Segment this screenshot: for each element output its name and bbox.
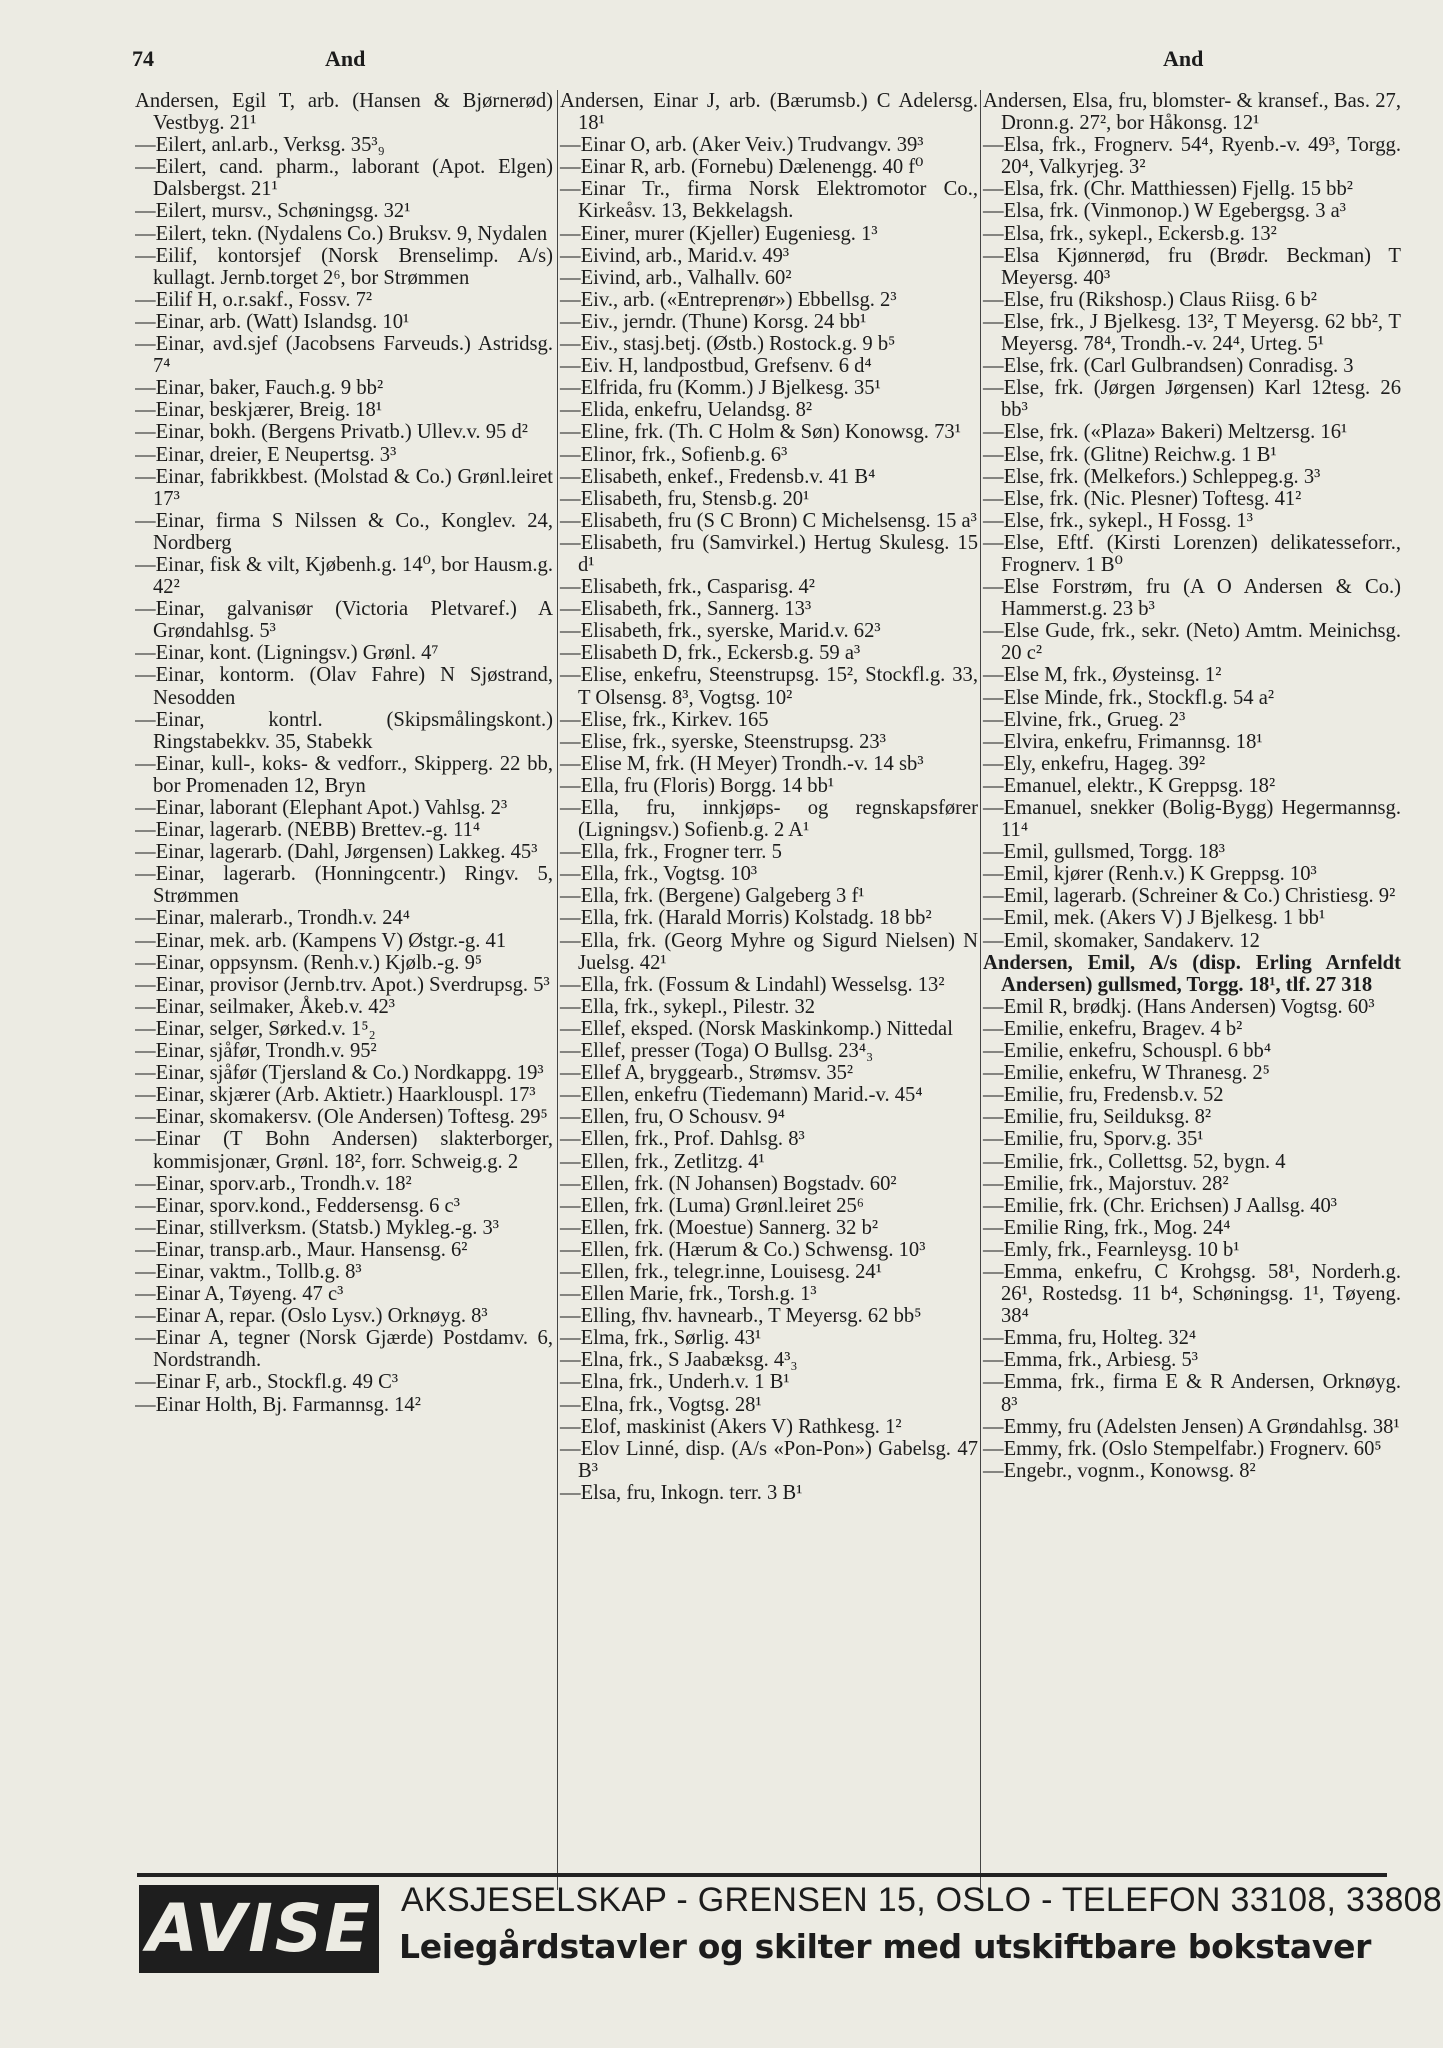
directory-entry: —Elisabeth, frk., Casparisg. 4² (560, 576, 815, 599)
directory-entry: —Emilie, enkefru, Schouspl. 6 bb⁴ (983, 1040, 1272, 1063)
advertisement-address-line: AKSJESELSKAP - GRENSEN 15, OSLO - TELEFON 33108, 33808 (401, 1881, 1443, 1919)
directory-entry: —Emanuel, snekker (Bolig-Bygg) Hegermannsg. 11⁴ (983, 797, 1401, 842)
directory-entry: —Einar, provisor (Jernb.trv. Apot.) Sverdrupsg. 5³ (135, 973, 550, 996)
directory-entry: —Eilert, anl.arb., Verksg. 35³₉ (135, 134, 385, 157)
directory-entry: —Elvine, frk., Grueg. 2³ (983, 708, 1186, 731)
directory-entry: —Eilif H, o.r.sakf., Fossv. 7² (135, 288, 373, 311)
directory-entry: —Elsa, frk., sykepl., Eckersb.g. 13² (983, 222, 1277, 245)
directory-entry: —Elfrida, fru (Komm.) J Bjelkesg. 35¹ (560, 377, 881, 400)
directory-entry: —Elisabeth, fru, Stensb.g. 20¹ (560, 487, 810, 510)
directory-entry: —Emilie, fru, Sporv.g. 35¹ (983, 1128, 1204, 1151)
directory-entry: —Elisabeth, fru (S C Bronn) C Michelsensg. 15 a³ (560, 509, 977, 532)
directory-entry: —Ellen, frk. (Moestue) Sannerg. 32 b² (560, 1216, 879, 1239)
directory-entry: —Einar, beskjærer, Breig. 18¹ (135, 399, 383, 422)
directory-entry: —Elisabeth, frk., syerske, Marid.v. 62³ (560, 620, 881, 643)
directory-entry: —Einar, lagerarb. (NEBB) Brettev.-g. 11⁴ (135, 819, 481, 842)
advertisement (137, 1873, 1443, 1978)
directory-entry: —Elna, frk., Underh.v. 1 B¹ (560, 1371, 790, 1394)
directory-entry: —Einar, skjærer (Arb. Aktietr.) Haarklouspl. 17³ (135, 1084, 536, 1107)
directory-entry: —Emilie, frk. (Chr. Erichsen) J Aallsg. 40³ (983, 1194, 1337, 1217)
directory-entry: —Einar, galvanisør (Victoria Pletvaref.) A Grøndahlsg. 5³ (135, 598, 553, 643)
directory-entry: —Ellen, enkefru (Tiedemann) Marid.-v. 45⁴ (560, 1084, 923, 1107)
directory-entry: —Einar O, arb. (Aker Veiv.) Trudvangv. 39³ (560, 134, 924, 157)
directory-entry: —Einar, kontrl. (Skipsmålingskont.) Ringstabekkv. 35, Stabekk (135, 708, 553, 753)
directory-entry: —Einar A, repar. (Oslo Lysv.) Orknøyg. 8³ (135, 1305, 488, 1328)
directory-entry: —Emilie, enkefru, Bragev. 4 b² (983, 1017, 1243, 1040)
directory-entry: —Else, frk. (Nic. Plesner) Toftesg. 41² (983, 487, 1302, 510)
directory-entry: —Elna, frk., Vogtsg. 28¹ (560, 1393, 762, 1416)
directory-entry: —Eilif, kontorsjef (Norsk Brenselimp. A/s) kullagt. Jernb.torget 2⁶, bor Strømmen (135, 244, 553, 289)
directory-entry: —Emilie, enkefru, W Thranesg. 2⁵ (983, 1062, 1270, 1085)
directory-entry: —Eiv., jerndr. (Thune) Korsg. 24 bb¹ (560, 310, 867, 333)
directory-entry: —Elsa, frk. (Vinmonop.) W Egebergsg. 3 a³ (983, 200, 1346, 223)
directory-entry: —Emmy, frk. (Oslo Stempelfabr.) Frognerv. 60⁵ (983, 1437, 1382, 1460)
directory-entry: —Else, frk. (Melkefors.) Schleppeg.g. 3³ (983, 465, 1321, 488)
directory-entry: —Elsa, fru, Inkogn. terr. 3 B¹ (560, 1481, 803, 1504)
directory-entry: —Emly, frk., Fearnleysg. 10 b¹ (983, 1238, 1240, 1261)
directory-entry: —Ella, frk., sykepl., Pilestr. 32 (560, 995, 816, 1018)
directory-entry: —Elinor, frk., Sofienb.g. 6³ (560, 443, 788, 466)
directory-entry: —Ella, fru, innkjøps- og regnskapsfører (Ligningsv.) Sofienb.g. 2 A¹ (560, 797, 978, 842)
directory-entry: —Eiv., stasj.betj. (Østb.) Rostock.g. 9 b⁵ (560, 333, 896, 356)
directory-entry: —Eiv., arb. («Entreprenør») Ebbellsg. 2³ (560, 288, 897, 311)
directory-entry: —Ella, frk. (Harald Morris) Kolstadg. 18 bb² (560, 907, 932, 930)
directory-entry: —Emil R, brødkj. (Hans Andersen) Vogtsg. 60³ (983, 995, 1375, 1018)
directory-entry: —Ella, frk., Frogner terr. 5 (560, 841, 782, 864)
directory-entry: —Einer, murer (Kjeller) Eugeniesg. 1³ (560, 222, 878, 245)
directory-entry: —Einar, fabrikkbest. (Molstad & Co.) Grønl.leiret 17³ (135, 465, 553, 510)
directory-entry: —Elsa, frk., Frognerv. 54⁴, Ryenb.-v. 49³, Torgg. 20⁴, Valkyrjeg. 3² (983, 134, 1401, 179)
directory-entry: Andersen, Einar J, arb. (Bærumsb.) C Adelersg. 18¹ (560, 90, 978, 135)
directory-entry: —Elling, fhv. havnearb., T Meyersg. 62 bb⁵ (560, 1305, 922, 1328)
directory-entry: —Einar, lagerarb. (Honningcentr.) Ringv. 5, Strømmen (135, 863, 553, 908)
directory-entry: —Einar, transp.arb., Maur. Hansensg. 6² (135, 1238, 468, 1261)
directory-entry: —Ella, frk., Vogtsg. 10³ (560, 863, 758, 886)
directory-entry: —Eiv. H, landpostbud, Grefsenv. 6 d⁴ (560, 355, 872, 378)
directory-entry: —Eilert, cand. pharm., laborant (Apot. Elgen) Dalsbergst. 21¹ (135, 156, 553, 201)
directory-entry: —Emil, gullsmed, Torgg. 18³ (983, 841, 1225, 864)
directory-entry: —Elisabeth D, frk., Eckersb.g. 59 a³ (560, 642, 861, 665)
directory-entry: —Einar A, Tøyeng. 47 c³ (135, 1283, 344, 1306)
directory-entry: —Else, fru (Rikshosp.) Claus Riisg. 6 b² (983, 288, 1317, 311)
directory-entry: —Einar, avd.sjef (Jacobsens Farveuds.) Astridsg. 7⁴ (135, 333, 553, 378)
directory-entry: —Elisabeth, enkef., Fredensb.v. 41 B⁴ (560, 465, 876, 488)
directory-column-3 (980, 90, 1401, 1890)
directory-entry: —Else, frk. (Glitne) Reichw.g. 1 B¹ (983, 443, 1277, 466)
directory-entry: —Emma, fru, Holteg. 32⁴ (983, 1327, 1197, 1350)
directory-entry: —Elise, enkefru, Steenstrupsg. 15², Stockfl.g. 33, T Olsensg. 8³, Vogtsg. 10² (560, 664, 978, 709)
directory-entry: —Ellen, frk. (Hærum & Co.) Schwensg. 10³ (560, 1238, 926, 1261)
directory-entry: —Einar, arb. (Watt) Islandsg. 10¹ (135, 310, 410, 333)
directory-entry: —Einar, kull-, koks- & vedforr., Skipperg. 22 bb, bor Promenaden 12, Bryn (135, 752, 553, 797)
directory-entry: Andersen, Egil T, arb. (Hansen & Bjørnerød) Vestbyg. 21¹ (135, 90, 553, 135)
directory-entry: —Einar, selger, Sørked.v. 1⁵₂ (135, 1017, 376, 1040)
directory-entry: —Ella, frk. (Fossum & Lindahl) Wesselsg. 13² (560, 973, 945, 996)
directory-entry: —Ellef, presser (Toga) O Bullsg. 23⁴₃ (560, 1040, 874, 1063)
directory-entry: —Else, frk. (Jørgen Jørgensen) Karl 12tesg. 26 bb³ (983, 377, 1401, 422)
directory-entry: —Einar, oppsynsm. (Renh.v.) Kjølb.-g. 9⁵ (135, 951, 483, 974)
directory-entry: —Emil, mek. (Akers V) J Bjelkesg. 1 bb¹ (983, 907, 1326, 930)
directory-entry: —Ella, frk. (Georg Myhre og Sigurd Nielsen) N Juelsg. 42¹ (560, 929, 978, 974)
directory-entry: —Elise M, frk. (H Meyer) Trondh.-v. 14 sb³ (560, 752, 924, 775)
directory-entry: —Einar, skomakersv. (Ole Andersen) Toftesg. 29⁵ (135, 1106, 548, 1129)
directory-entry: —Emma, enkefru, C Krohgsg. 58¹, Norderh.g. 26¹, Rostedsg. 11 b⁴, Schøningsg. 1¹, Tøyeng. 38⁴ (983, 1260, 1401, 1328)
directory-entry: —Emanuel, elektr., K Greppsg. 18² (983, 774, 1276, 797)
directory-entry: —Else, frk., J Bjelkesg. 13², T Meyersg. 62 bb², T Meyersg. 78⁴, Trondh.-v. 24⁴, Urteg. 5¹ (983, 310, 1401, 356)
directory-entry: —Else Gude, frk., sekr. (Neto) Amtm. Meinichsg. 20 c² (983, 620, 1401, 665)
directory-entry: —Emilie, fru, Fredensb.v. 52 (983, 1084, 1224, 1107)
directory-entry: —Elise, frk., Kirkev. 165 (560, 708, 769, 731)
directory-entry: —Eilert, mursv., Schøningsg. 32¹ (135, 200, 411, 223)
directory-entry: —Emil, kjører (Renh.v.) K Greppsg. 10³ (983, 863, 1317, 886)
directory-entry: —Eline, frk. (Th. C Holm & Søn) Konowsg. 73¹ (560, 421, 961, 444)
directory-entry: —Elof, maskinist (Akers V) Rathkesg. 1² (560, 1415, 902, 1438)
directory-entry: —Emilie, fru, Seilduksg. 8² (983, 1106, 1212, 1129)
directory-entry: —Einar Holth, Bj. Farmannsg. 14² (135, 1393, 421, 1416)
directory-entry: —Einar A, tegner (Norsk Gjærde) Postdamv. 6, Nordstrandh. (135, 1327, 553, 1372)
directory-entry: —Einar, dreier, E Neupertsg. 3³ (135, 443, 397, 466)
directory-entry: —Elna, frk., S Jaabæksg. 4³₃ (560, 1349, 798, 1372)
directory-entry: —Emma, frk., Arbiesg. 5³ (983, 1349, 1198, 1372)
directory-entry: —Ellen, frk. (N Johansen) Bogstadv. 60² (560, 1172, 897, 1195)
directory-entry: —Elise, frk., syerske, Steenstrupsg. 23³ (560, 730, 886, 753)
directory-entry: —Eivind, arb., Valhallv. 60² (560, 266, 792, 289)
directory-entry: —Einar, malerarb., Trondh.v. 24⁴ (135, 907, 410, 930)
directory-entry: —Emma, frk., firma E & R Andersen, Orknøyg. 8³ (983, 1371, 1401, 1416)
directory-entry: —Elisabeth, fru (Samvirkel.) Hertug Skulesg. 15 d¹ (560, 531, 978, 576)
directory-entry: —Einar, kontorm. (Olav Fahre) N Sjøstrand, Nesodden (135, 664, 553, 709)
directory-entry: —Ella, fru (Floris) Borgg. 14 bb¹ (560, 774, 835, 797)
directory-entry: —Else, frk. («Plaza» Bakeri) Meltzersg. 16¹ (983, 421, 1348, 444)
directory-entry: —Else, frk., sykepl., H Fossg. 1³ (983, 509, 1253, 532)
directory-entry: —Eilert, tekn. (Nydalens Co.) Bruksv. 9, Nydalen (135, 222, 548, 245)
directory-entry: —Einar, kont. (Ligningsv.) Grønl. 4⁷ (135, 642, 439, 665)
directory-entry: —Else Forstrøm, fru (A O Andersen & Co.) Hammerst.g. 23 b³ (983, 576, 1401, 621)
directory-entry: —Eivind, arb., Marid.v. 49³ (560, 244, 790, 267)
directory-entry: —Einar Tr., firma Norsk Elektromotor Co., Kirkeåsv. 13, Bekkelagsh. (560, 178, 978, 223)
page-header (0, 46, 1443, 76)
directory-entry: —Elov Linné, disp. (A/s «Pon-Pon») Gabelsg. 47 B³ (560, 1437, 978, 1482)
directory-entry: —Else Minde, frk., Stockfl.g. 54 a² (983, 686, 1275, 709)
directory-entry: —Ellef A, bryggearb., Strømsv. 35² (560, 1062, 854, 1085)
directory-entry: —Ellen, fru, O Schousv. 9⁴ (560, 1106, 785, 1129)
directory-entry: —Elsa, frk. (Chr. Matthiessen) Fjellg. 15 bb² (983, 178, 1353, 201)
running-head-left: And (325, 46, 366, 71)
directory-entry: —Emilie, frk., Majorstuv. 28² (983, 1172, 1229, 1195)
directory-entry: —Ellen, frk., Zetlitzg. 4¹ (560, 1150, 765, 1173)
directory-entry: —Elsa Kjønnerød, fru (Brødr. Beckman) T Meyersg. 40³ (983, 244, 1401, 289)
directory-entry: —Emmy, fru (Adelsten Jensen) A Grøndahlsg. 38¹ (983, 1415, 1400, 1438)
directory-entry: —Einar, sjåfør (Tjersland & Co.) Nordkappg. 19³ (135, 1062, 544, 1085)
directory-entry: —Ellen Marie, frk., Torsh.g. 1³ (560, 1283, 817, 1306)
directory-entry: —Elma, frk., Sørlig. 43¹ (560, 1327, 762, 1350)
directory-entry: —Emilie, frk., Collettsg. 52, bygn. 4 (983, 1150, 1286, 1173)
advertisement-tagline: Leiegårdstavler og skilter med utskiftbare bokstaver (399, 1927, 1372, 1966)
directory-entry: Andersen, Emil, A/s (disp. Erling Arnfeldt Andersen) gullsmed, Torgg. 18¹, tlf. 27 318 (983, 951, 1401, 996)
directory-entry: —Einar, firma S Nilssen & Co., Konglev. 24, Nordberg (135, 509, 553, 554)
directory-entry: Andersen, Elsa, fru, blomster- & kransef., Bas. 27, Dronn.g. 27², bor Håkonsg. 12¹ (983, 90, 1401, 135)
directory-entry: —Einar, bokh. (Bergens Privatb.) Ullev.v. 95 d² (135, 421, 528, 444)
directory-entry: —Einar, seilmaker, Åkeb.v. 42³ (135, 995, 395, 1018)
directory-entry: —Einar, stillverksm. (Statsb.) Mykleg.-g. 3³ (135, 1216, 499, 1239)
directory-entry: —Einar, sporv.arb., Trondh.v. 18² (135, 1172, 412, 1195)
directory-entry: —Einar, fisk & vilt, Kjøbenh.g. 14⁰, bor Hausm.g. 42² (135, 553, 553, 599)
directory-entry: —Engebr., vognm., Konowsg. 8² (983, 1459, 1256, 1482)
directory-entry: —Emilie Ring, frk., Mog. 24⁴ (983, 1216, 1231, 1239)
directory-entry: —Else, Eftf. (Kirsti Lorenzen) delikatesseforr., Frognerv. 1 B⁰ (983, 531, 1401, 576)
directory-column-2 (557, 90, 978, 1890)
directory-entry: —Einar, sporv.kond., Feddersensg. 6 c³ (135, 1194, 460, 1217)
directory-entry: —Einar, vaktm., Tollb.g. 8³ (135, 1260, 362, 1283)
directory-entry: —Einar, lagerarb. (Dahl, Jørgensen) Lakkeg. 45³ (135, 841, 538, 864)
directory-entry: —Ellen, frk., Prof. Dahlsg. 8³ (560, 1128, 805, 1151)
directory-entry: —Ella, frk. (Bergene) Galgeberg 3 f¹ (560, 885, 865, 908)
directory-entry: —Einar, baker, Fauch.g. 9 bb² (135, 377, 384, 400)
directory-entry: —Elida, enkefru, Uelandsg. 8² (560, 399, 813, 422)
advertisement-logo: AVISE (139, 1885, 379, 1973)
directory-entry: —Else M, frk., Øysteinsg. 1² (983, 664, 1222, 687)
directory-entry: —Ellef, eksped. (Norsk Maskinkomp.) Nittedal (560, 1017, 953, 1040)
directory-entry: —Einar (T Bohn Andersen) slakterborger, kommisjonær, Grønl. 18², forr. Schweig.g. 2 (135, 1128, 553, 1173)
directory-entry: —Ely, enkefru, Hageg. 39² (983, 752, 1206, 775)
running-head-right: And (1163, 46, 1204, 71)
directory-entry: —Einar, sjåfør, Trondh.v. 95² (135, 1040, 377, 1063)
directory-entry: —Einar F, arb., Stockfl.g. 49 C³ (135, 1371, 399, 1394)
directory-entry: —Emil, skomaker, Sandakerv. 12 (983, 929, 1260, 952)
directory-entry: —Elisabeth, frk., Sannerg. 13³ (560, 598, 812, 621)
directory-entry: —Einar, laborant (Elephant Apot.) Vahlsg. 2³ (135, 797, 508, 819)
directory-entry: —Elvira, enkefru, Frimannsg. 18¹ (983, 730, 1263, 753)
directory-entry: —Einar R, arb. (Fornebu) Dælenengg. 40 f⁰ (560, 156, 924, 179)
directory-entry: —Einar, mek. arb. (Kampens V) Østgr.-g. 41 (135, 929, 507, 952)
directory-entry: —Ellen, frk. (Luma) Grønl.leiret 25⁶ (560, 1194, 864, 1217)
directory-column-1 (135, 90, 553, 1890)
advertisement-rule (137, 1873, 1387, 1877)
directory-entry: —Ellen, frk., telegr.inne, Louisesg. 24¹ (560, 1260, 882, 1283)
directory-entry: —Else, frk. (Carl Gulbrandsen) Conradisg. 3 (983, 355, 1354, 378)
page-number: 74 (132, 46, 154, 71)
directory-entry: —Emil, lagerarb. (Schreiner & Co.) Christiesg. 9² (983, 885, 1396, 908)
